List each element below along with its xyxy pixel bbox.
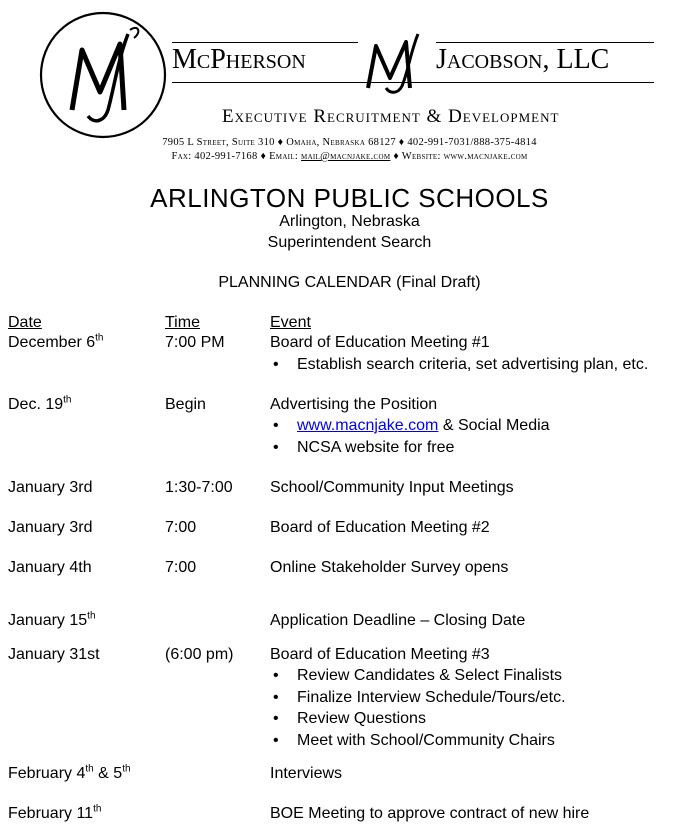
website-link[interactable]: www.macnjake.com	[297, 417, 439, 434]
row-time: (6:00 pm)	[165, 646, 234, 663]
row-time: Begin	[165, 396, 206, 413]
monogram-icon	[362, 26, 434, 96]
event-bullets	[270, 667, 566, 753]
company-contact-line	[0, 151, 699, 162]
row-date: December 6th	[8, 332, 104, 351]
row-event: BOE Meeting to approve contract of new hire	[270, 805, 590, 822]
row-date: January 4th	[8, 559, 92, 576]
row-event: Board of Education Meeting #1	[270, 334, 490, 351]
company-tagline: Executive Recruitment & Development	[222, 106, 560, 127]
brand-name-left: McPherson	[172, 44, 306, 75]
row-date: January 31st	[8, 646, 100, 663]
bullet-item: • NCSA website for free	[270, 439, 550, 461]
column-header-time: Time	[165, 314, 200, 331]
row-event: Board of Education Meeting #3	[270, 646, 490, 663]
email-label: Email:	[269, 151, 299, 162]
bullet-item: • www.macnjake.com & Social Media	[270, 417, 550, 439]
row-time: 7:00	[165, 519, 197, 536]
row-time: 7:00	[165, 559, 197, 576]
row-event: Interviews	[270, 765, 343, 782]
row-date: February 4th & 5th	[8, 763, 131, 782]
row-date: February 11th	[8, 803, 102, 822]
event-bullets	[270, 356, 648, 378]
column-header-event: Event	[270, 314, 311, 331]
bullet-item: • Establish search criteria, set advertising plan, etc.	[270, 356, 648, 378]
row-event: Board of Education Meeting #2	[270, 519, 490, 536]
letterhead-rule-bottom	[172, 82, 654, 83]
bullet-item: • Finalize Interview Schedule/Tours/etc.	[270, 689, 566, 711]
separator: ♦	[393, 151, 399, 162]
row-date: Dec. 19th	[8, 394, 72, 413]
letterhead-rule-right	[436, 42, 654, 43]
bullet-item: • Review Candidates & Select Finalists	[270, 667, 566, 689]
document-title: ARLINGTON PUBLIC SCHOOLS	[150, 183, 549, 213]
email-link[interactable]: mail@macnjake.com	[301, 151, 391, 162]
company-logo-icon	[38, 10, 168, 140]
document-location: Arlington, Nebraska	[279, 213, 420, 230]
company-address: 7905 L Street, Suite 310 ♦ Omaha, Nebraska 68127 ♦ 402-991-7031/888-375-4814	[162, 137, 537, 148]
row-date: January 3rd	[8, 519, 93, 536]
letterhead-rule-left	[172, 42, 358, 43]
brand-name-right: Jacobson, LLC	[436, 44, 610, 75]
calendar-title: PLANNING CALENDAR (Final Draft)	[218, 274, 481, 291]
row-event: Application Deadline – Closing Date	[270, 612, 526, 629]
row-date: January 3rd	[8, 479, 93, 496]
row-time: 1:30-7:00	[165, 479, 233, 496]
row-event: Advertising the Position	[270, 396, 438, 413]
row-event: School/Community Input Meetings	[270, 479, 514, 496]
row-event: Online Stakeholder Survey opens	[270, 559, 509, 576]
row-time: 7:00 PM	[165, 334, 225, 351]
separator: ♦	[260, 151, 267, 162]
bullet-item: • Meet with School/Community Chairs	[270, 732, 566, 754]
fax-number: Fax: 402-991-7168	[171, 151, 258, 162]
row-date: January 15th	[8, 610, 96, 629]
event-bullets	[270, 417, 550, 460]
column-header-date: Date	[8, 314, 42, 331]
document-subtitle: Superintendent Search	[267, 234, 432, 251]
letterhead	[0, 0, 699, 176]
website-text: Website: www.macnjake.com	[401, 151, 528, 162]
bullet-item: • Review Questions	[270, 710, 566, 732]
